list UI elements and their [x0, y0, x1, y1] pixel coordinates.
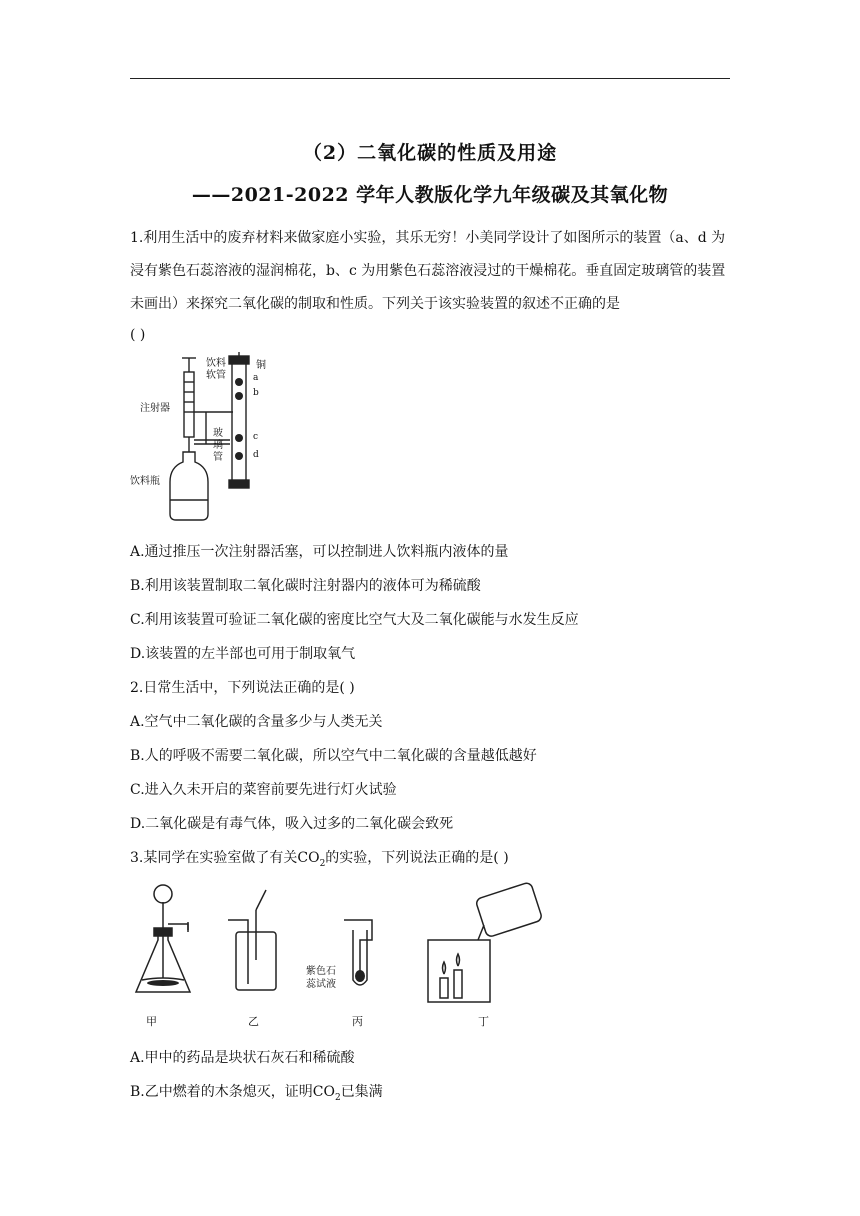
label-c: c	[253, 432, 259, 442]
q2-option-d: D.二氧化碳是有毒气体，吸入过多的二氧化碳会致死	[130, 816, 454, 832]
q3-stem-post: 的实验，下列说法正确的是( )	[325, 850, 509, 866]
q2-option-a: A.空气中二氧化碳的含量多少与人类无关	[130, 714, 383, 730]
label-d: d	[253, 450, 259, 460]
bottle-label: 饮料瓶	[130, 476, 160, 487]
q1-option-d: D.该装置的左半部也可用于制取氧气	[130, 646, 356, 662]
q3-option-b-co2: $CO_2$	[312, 1084, 341, 1103]
label-a: a	[253, 373, 259, 383]
q2-stem: 2.日常生活中，下列说法正确的是( )	[130, 680, 355, 696]
q1-option-b: B.利用该装置制取二氧化碳时注射器内的液体可为稀硫酸	[130, 578, 481, 594]
q2-option-b: B.人的呼吸不需要二氧化碳，所以空气中二氧化碳的含量越低越好	[130, 748, 537, 764]
label-yi: 乙	[248, 1015, 259, 1028]
header-rule	[130, 78, 730, 79]
litmus-label: 紫色石 蕊试液	[306, 966, 336, 990]
q3-stem	[130, 847, 509, 869]
label-jia: 甲	[146, 1015, 157, 1028]
q3-stem-pre: 3.某同学在实验室做了有关	[130, 850, 298, 866]
q2-option-c: C.进入久未开启的菜窖前要先进行灯火试验	[130, 782, 397, 798]
soft-tube-label: 饮料 软管	[206, 358, 226, 381]
glass-tube-label: 玻 璃 管	[213, 428, 223, 463]
label-b: b	[253, 388, 259, 398]
syringe-label: 注射器	[140, 403, 170, 414]
q1-stem: 1.利用生活中的废弃材料来做家庭小实验，其乐无穷！小美同学设计了如图所示的装置（a、d 为浸有紫色石蕊溶液的湿润棉花，b、c 为用紫色石蕊溶液浸过的干燥棉花。垂直固定玻璃管的装置未画出）来探究二氧化碳的制取和性质。下列关于该实验装置的叙述不正确的是	[130, 230, 726, 312]
q3-option-a: A.甲中的药品是块状石灰石和稀硫酸	[130, 1050, 355, 1066]
copper-label: 铜	[256, 360, 266, 371]
q3-option-b: B.乙中燃着的木条熄灭，证明$CO_2$已集满	[130, 1084, 383, 1103]
q1-blank: ( )	[130, 327, 146, 343]
q1-option-a: A.通过推压一次注射器活塞，可以控制进人饮料瓶内液体的量	[130, 544, 509, 560]
label-ding: 丁	[478, 1015, 489, 1028]
q1-option-c: C.利用该装置可验证二氧化碳的密度比空气大及二氧化碳能与水发生反应	[130, 612, 579, 628]
q3-apparatus-figure	[128, 880, 558, 1015]
doc-title: （2）二氧化碳的性质及用途	[302, 142, 558, 164]
q3-co2: $CO_2$	[297, 850, 326, 869]
label-bing: 丙	[352, 1015, 363, 1028]
doc-subtitle: ——2021-2022 学年人教版化学九年级碳及其氧化物	[191, 184, 669, 206]
